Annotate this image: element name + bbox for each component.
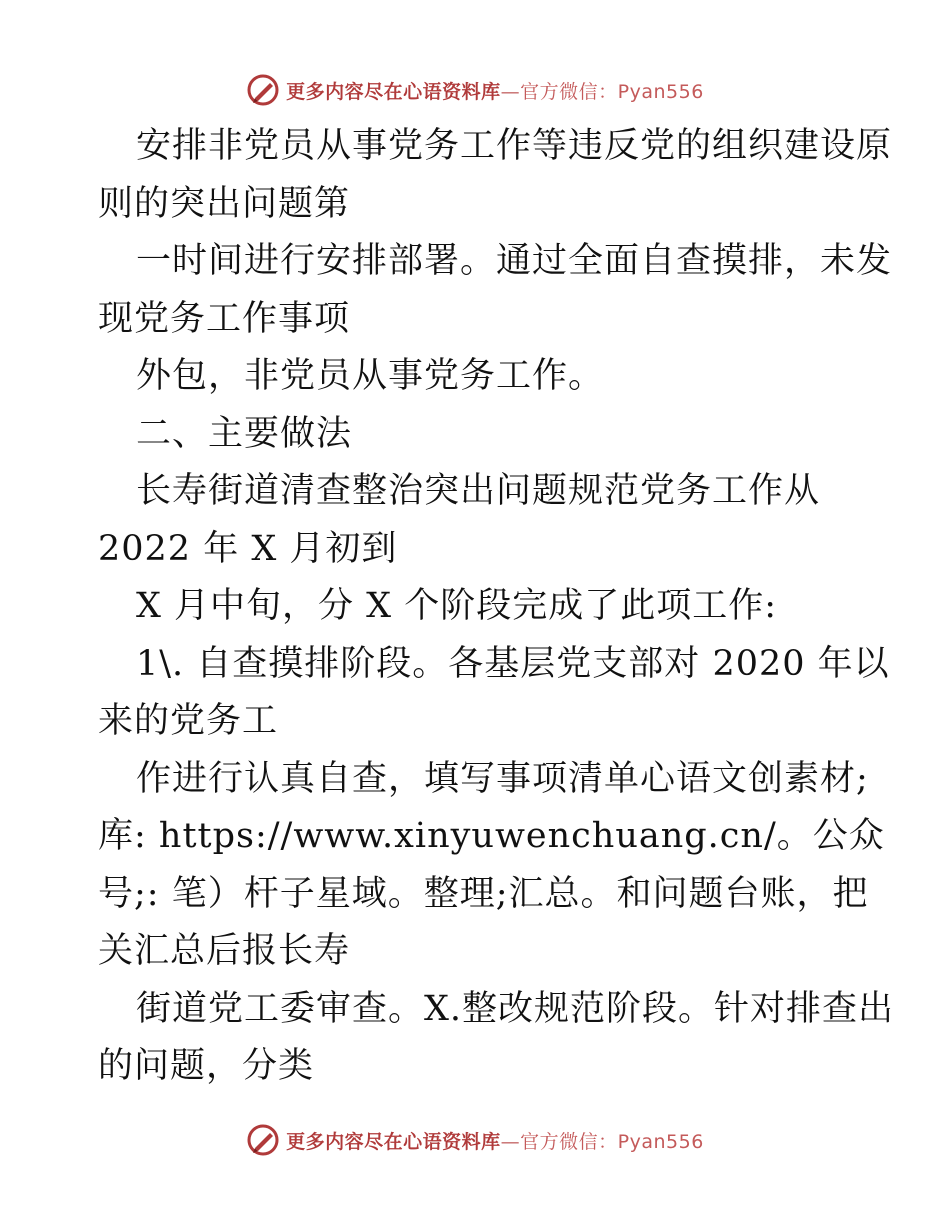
pen-logo-icon (246, 1123, 280, 1157)
text-line: 2022 年 X 月初到 (98, 528, 398, 569)
watermark-account: 官方微信：Pyan556 (520, 1130, 704, 1153)
text-line: 现党务工作事项 (98, 298, 351, 339)
watermark-text: 更多内容尽在心语资料库 (286, 80, 501, 103)
watermark-account: 官方微信：Pyan556 (520, 80, 704, 103)
text-line: 安排非党员从事党务工作等违反党的组织建设原 (136, 126, 893, 166)
text-line: 号;: 笔）杆子星域。整理;汇总。和问题台账，把 (98, 873, 869, 914)
text-line: X 月中旬，分 X 个阶段完成了此项工作: (136, 586, 778, 626)
text-line: 一时间进行安排部署。通过全面自查摸排，未发 (136, 241, 893, 281)
text-line: 来的党务工 (98, 701, 279, 741)
text-line: 长寿街道清查整治突出问题规范党务工作从 (136, 471, 821, 511)
text-line: 则的突出问题第 (98, 183, 351, 224)
text-line: 关汇总后报长寿 (98, 931, 351, 971)
text-line: 库: https://www.xinyuwenchuang.cn/。公众 (98, 816, 885, 856)
text-line: 作进行认真自查，填写事项清单心语文创素材; (136, 758, 869, 799)
header-watermark (0, 70, 950, 110)
text-line: 1\. 自查摸排阶段。各基层党支部对 2020 年以 (136, 643, 890, 684)
text-line: 外包，非党员从事党务工作。 (136, 356, 605, 396)
watermark-separator: — (500, 80, 521, 103)
document-body (98, 118, 895, 1096)
text-line: 街道党工委审查。X.整改规范阶段。针对排查出 (136, 988, 895, 1029)
watermark-text: 更多内容尽在心语资料库 (286, 1130, 501, 1153)
watermark-separator: — (500, 1130, 521, 1153)
pen-logo-icon (246, 73, 280, 107)
section-heading: 二、主要做法 (136, 413, 353, 454)
footer-watermark (0, 1120, 950, 1160)
text-line: 的问题，分类 (98, 1046, 315, 1086)
